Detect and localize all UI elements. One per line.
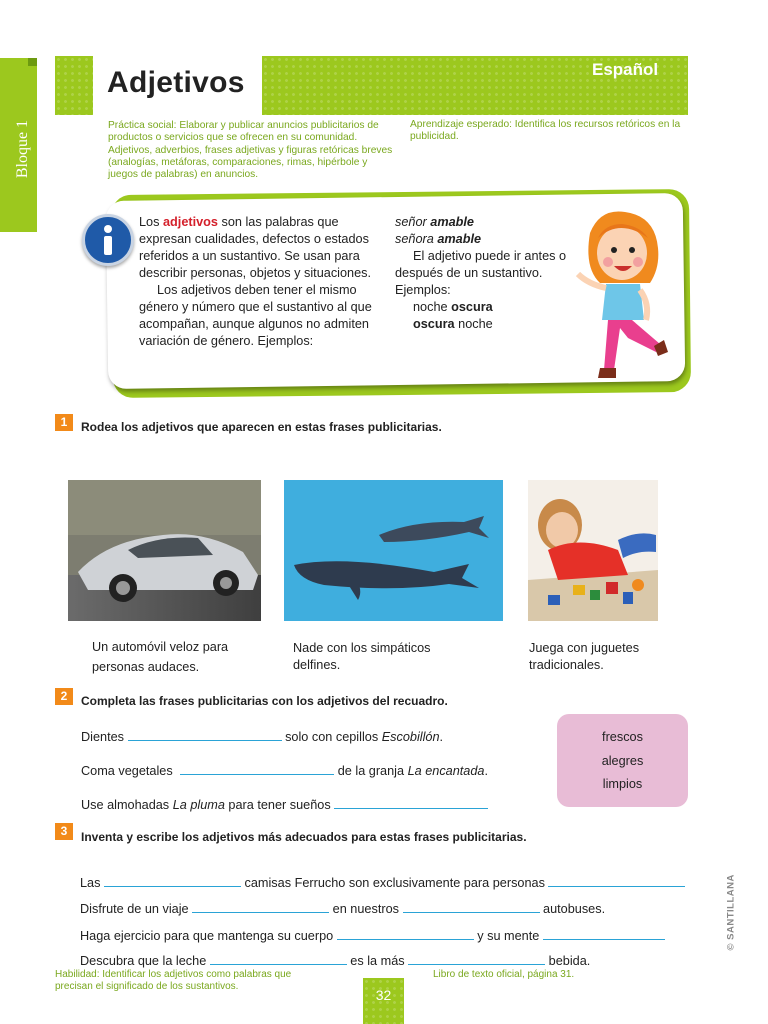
word-bank	[557, 714, 688, 807]
header-band-left	[55, 56, 93, 115]
caption-dolphins: Nade con los simpáticos delfines.	[293, 641, 431, 672]
answer-blank[interactable]	[210, 951, 347, 965]
word-bank-item: limpios	[602, 777, 643, 791]
example-3: noche oscura	[413, 300, 493, 314]
footer-habilidad: Habilidad: Identificar los adjetivos como palabras que precisan el significado de los sustantivos.	[55, 969, 292, 992]
info-examples	[395, 214, 575, 333]
exercise-1-number: 1	[55, 414, 73, 431]
page-number: 32	[363, 978, 404, 1024]
caption-toys: Juega con juguetes tradicionales.	[529, 641, 640, 672]
example-4: oscura noche	[413, 317, 493, 331]
aprendizaje-esperado: Aprendizaje esperado: Identifica los recursos retóricos en la publicidad.	[410, 119, 681, 143]
example-2: señora amable	[395, 232, 482, 246]
car-photo	[68, 480, 261, 621]
info-paragraph-2: Los adjetivos deben tener el mismo género y número que el sustantivo al que acompañan, aunque algunos no admiten variación de género. Ejemplos:	[139, 283, 372, 348]
answer-blank[interactable]	[408, 951, 545, 965]
exercise-3-sentence-3: Haga ejercicio para que mantenga su cuerpo y su mente	[80, 926, 665, 943]
exercise-3-instruction: Inventa y escribe los adjetivos más adecuados para estas frases publicitarias.	[81, 830, 527, 844]
word-bank-item: frescos	[602, 730, 643, 744]
answer-blank[interactable]	[548, 873, 685, 887]
exercise-3-sentence-2: Disfrute de un viaje en nuestros autobuses.	[80, 899, 605, 916]
footer-libro: Libro de texto oficial, página 31.	[433, 969, 575, 980]
bloque-tab-fold	[28, 58, 37, 66]
exercise-3-sentence-1: Las camisas Ferrucho son exclusivamente para personas	[80, 873, 685, 890]
exercise-2-sentence-3: Use almohadas La pluma para tener sueños	[81, 795, 488, 812]
answer-blank[interactable]	[334, 795, 488, 809]
bloque-label: Bloque 1	[14, 119, 31, 179]
exercise-3-number: 3	[55, 823, 73, 840]
subject-label: Español	[592, 60, 659, 79]
caption-car: Un automóvil veloz para personas audaces.	[92, 640, 229, 674]
exercise-1-instruction: Rodea los adjetivos que aparecen en estas frases publicitarias.	[81, 420, 442, 434]
keyword-adjetivos: adjetivos	[162, 215, 218, 229]
answer-blank[interactable]	[180, 761, 334, 775]
exercise-3-sentence-4: Descubra que la leche es la más bebida.	[80, 951, 590, 968]
answer-blank[interactable]	[192, 899, 329, 913]
answer-blank[interactable]	[337, 926, 474, 940]
answer-blank[interactable]	[403, 899, 540, 913]
exercise-2-instruction: Completa las frases publicitarias con los adjetivos del recuadro.	[81, 694, 448, 708]
copyright-mark: © SANTILLANA	[725, 874, 737, 951]
word-bank-item: alegres	[601, 753, 644, 768]
info-icon	[82, 214, 134, 266]
girl-illustration	[570, 208, 670, 388]
practica-social: Práctica social: Elaborar y publicar anuncios publicitarios de productos o servicios que se ofrecen en su comunidad. Adjetivos, adverbios, frases adjetivas y figuras retóricas breves (analogías, metáforas, comparaciones, rimas, hipérbole y juegos de palabras) en anuncios.	[108, 120, 393, 181]
info-paragraph-1: Los adjetivos son las palabras que expresan cualidades, defectos o estados referidos a un sustantivo. Se usan para describir personas, objetos y situaciones.	[139, 215, 372, 280]
info-paragraph-3: El adjetivo puede ir antes o después de un sustantivo. Ejemplos:	[395, 249, 567, 297]
info-definition	[139, 214, 389, 350]
exercise-2-sentence-1: Dientes solo con cepillos Escobillón.	[81, 727, 443, 744]
answer-blank[interactable]	[104, 873, 241, 887]
dolphins-photo	[284, 480, 503, 621]
answer-blank[interactable]	[543, 926, 665, 940]
girl-toys-photo	[528, 480, 658, 621]
answer-blank[interactable]	[128, 727, 282, 741]
page-title: Adjetivos	[107, 66, 245, 99]
example-1: señor amable	[395, 215, 474, 229]
exercise-2-number: 2	[55, 688, 73, 705]
exercise-2-sentence-2: Coma vegetales de la granja La encantada.	[81, 761, 488, 778]
